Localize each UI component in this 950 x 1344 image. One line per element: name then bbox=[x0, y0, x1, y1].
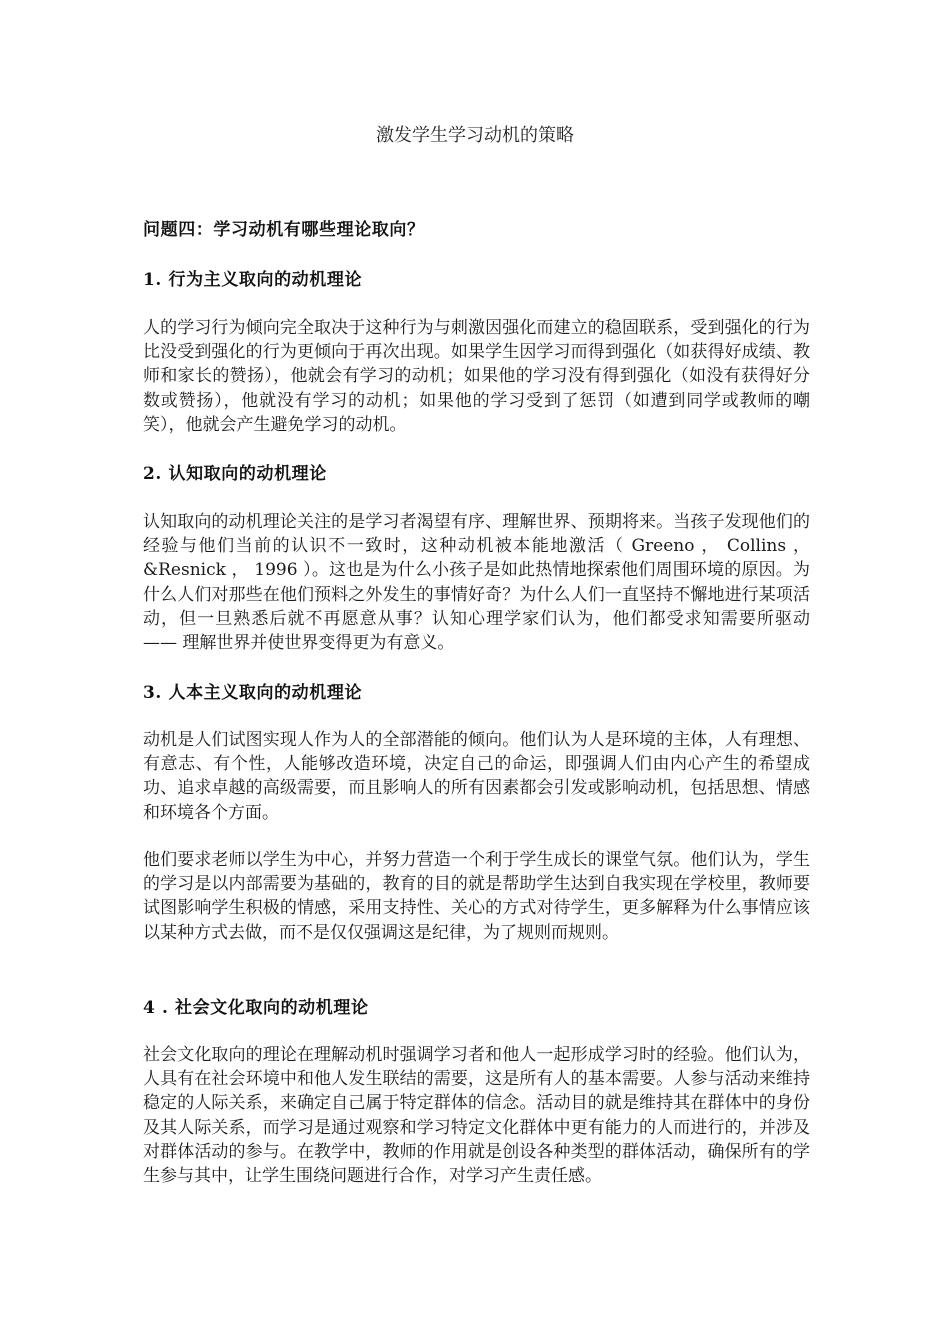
paragraph-behaviorism: 人的学习行为倾向完全取决于这种行为与刺激因强化而建立的稳固联系，受到强化的行为比没受到强化的行为更倾向于再次出现。如果学生因学习而得到强化（如获得好成绩、教师和家长的赞扬），他就会有学习的动机；如果他的学习没有得到强化（如没有获得好分数或赞扬），他就没有学习的动机；如果他的学习受到了惩罚（如遭到同学或教师的嘲笑），他就会产生避免学习的动机。 bbox=[143, 318, 810, 435]
section-heading-sociocultural: 4 . 社会文化取向的动机理论 bbox=[143, 998, 369, 1018]
section-heading-cognitive: 2. 认知取向的动机理论 bbox=[143, 464, 327, 484]
section-heading-behaviorism: 1. 行为主义取向的动机理论 bbox=[143, 270, 363, 290]
question-heading: 问题四：学习动机有哪些理论取向？ bbox=[143, 220, 425, 240]
section-heading-humanism: 3. 人本主义取向的动机理论 bbox=[143, 683, 363, 703]
paragraph-humanism-1: 动机是人们试图实现人作为人的全部潜能的倾向。他们认为人是环境的主体，人有理想、有意志、有个性，人能够改造环境，决定自己的命运，即强调人们由内心产生的希望成功、追求卓越的高级需要，而且影响人的所有因素都会引发或影响动机，包括思想、情感和环境各个方面。 bbox=[143, 730, 810, 823]
paragraph-sociocultural: 社会文化取向的理论在理解动机时强调学习者和他人一起形成学习时的经验。他们认为，人具有在社会环境中和他人发生联结的需要，这是所有人的基本需要。人参与活动来维持稳定的人际关系，来确定自己属于特定群体的信念。活动目的就是维持其在群体中的身份及其人际关系，而学习是通过观察和学习特定文化群体中更有能力的人而进行的，并涉及对群体活动的参与。在教学中，教师的作用就是创设各种类型的群体活动，确保所有的学生参与其中，让学生围绕问题进行合作，对学习产生责任感。 bbox=[143, 1045, 810, 1187]
paragraph-cognitive: 认知取向的动机理论关注的是学习者渴望有序、理解世界、预期将来。当孩子发现他们的经验与他们当前的认识不一致时，这种动机被本能地激活（ Greeno ， Collins ， &Resnick ， 1996 ）。这也是为什么小孩子是如此热情地探索他们周围环境的原因。为什么人们对那些在他们预料之外发生的事情好奇？为什么人们一直坚持不懈地进行某项活动，但一旦熟悉后就不再愿意从事？认知心理学家们认为，他们都受求知需要所驱动 —— 理解世界并使世界变得更为有意义。 bbox=[143, 512, 810, 654]
paragraph-humanism-2: 他们要求老师以学生为中心，并努力营造一个利于学生成长的课堂气氛。他们认为，学生的学习是以内部需要为基础的，教育的目的就是帮助学生达到自我实现在学校里，教师要试图影响学生积极的情感，采用支持性、关心的方式对待学生，更多解释为什么事情应该以某种方式去做，而不是仅仅强调这是纪律，为了规则而规则。 bbox=[143, 850, 810, 943]
document-title: 激发学生学习动机的策略 bbox=[376, 125, 574, 146]
